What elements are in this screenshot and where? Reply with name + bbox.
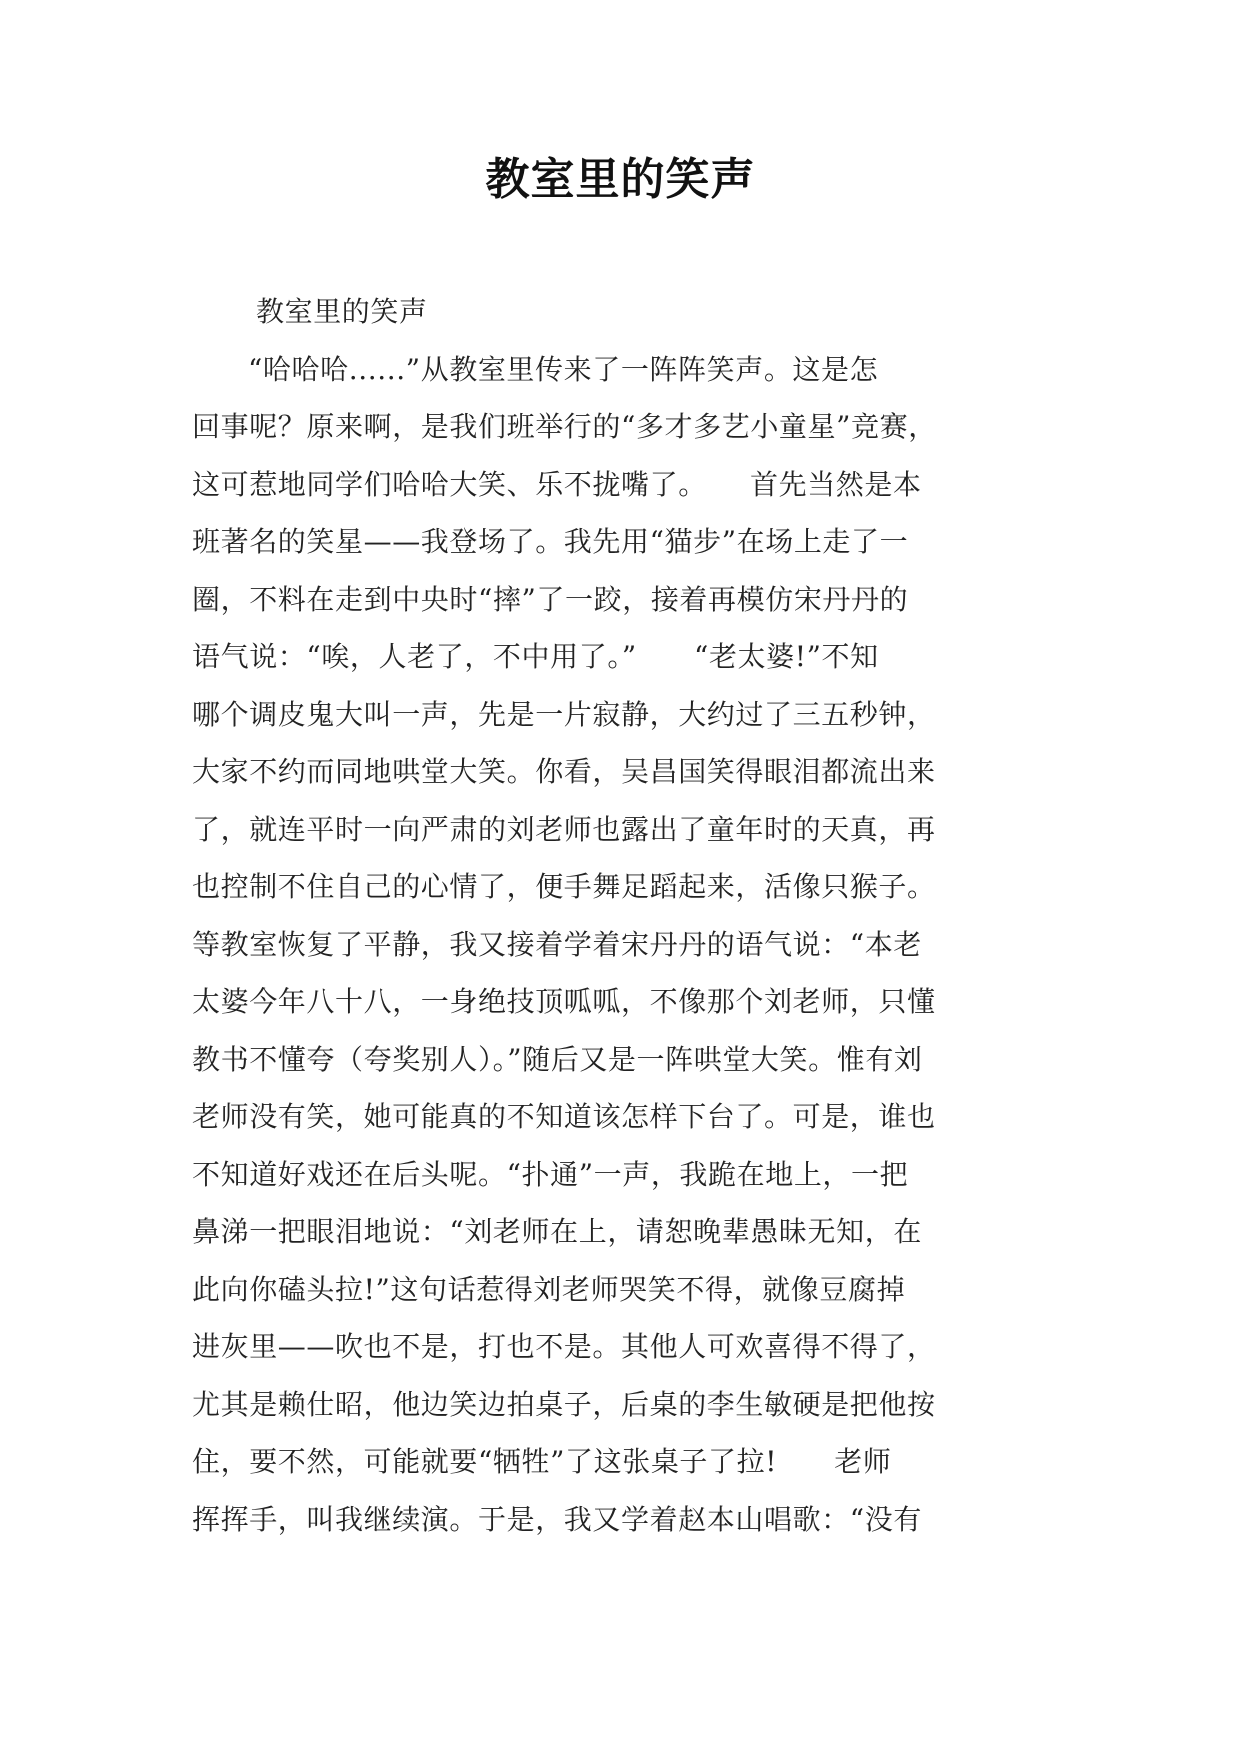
body-line: 回事呢？原来啊，是我们班举行的“多才多艺小童星”竞赛， <box>192 410 937 443</box>
body-line: 此向你磕头拉!”这句话惹得刘老师哭笑不得，就像豆腐掉 <box>192 1272 906 1306</box>
body-line: 老师没有笑，她可能真的不知道该怎样下台了。可是，谁也 <box>192 1100 936 1133</box>
body-line-subtitle: 教室里的笑声 <box>256 295 428 328</box>
document-title: 教室里的笑声 <box>485 154 756 205</box>
body-line: 挥挥手，叫我继续演。于是，我又学着赵本山唱歌：“没有 <box>192 1502 922 1536</box>
body-line: 哪个调皮鬼大叫一声，先是一片寂静，大约过了三五秒钟， <box>192 697 936 731</box>
body-line: 教书不懂夸（夸奖别人）。”随后又是一阵哄堂大笑。惟有刘 <box>192 1042 923 1076</box>
body-line: 语气说：“唉，人老了，不中用了。” “老太婆!”不知 <box>192 640 879 673</box>
body-line: “哈哈哈......”从教室里传来了一阵阵笑声。这是怎 <box>248 352 879 386</box>
body-line: 了，就连平时一向严肃的刘老师也露出了童年时的天真，再 <box>192 812 936 846</box>
body-line: 班著名的笑星——我登场了。我先用“猫步”在场上走了一 <box>192 525 909 558</box>
body-line: 圈，不料在走到中央时“摔”了一跤，接着再模仿宋丹丹的 <box>192 582 909 616</box>
body-line: 这可惹地同学们哈哈大笑、乐不拢嘴了。 首先当然是本 <box>192 467 922 501</box>
body-line: 住，要不然，可能就要“牺牲”了这张桌子了拉! 老师 <box>192 1445 892 1478</box>
body-line: 不知道好戏还在后头呢。“扑通”一声，我跪在地上，一把 <box>192 1157 909 1191</box>
body-line: 尤其是赖仕昭，他边笑边拍桌子，后桌的李生敏硬是把他按 <box>192 1387 936 1421</box>
body-line: 也控制不住自己的心情了，便手舞足蹈起来，活像只猴子。 <box>192 870 936 903</box>
body-line: 大家不约而同地哄堂大笑。你看，吴昌国笑得眼泪都流出来 <box>192 755 936 788</box>
body-line: 等教室恢复了平静，我又接着学着宋丹丹的语气说：“本老 <box>192 927 922 961</box>
body-line: 进灰里——吹也不是，打也不是。其他人可欢喜得不得了， <box>192 1330 936 1363</box>
body-line: 太婆今年八十八，一身绝技顶呱呱，不像那个刘老师，只懂 <box>192 985 936 1018</box>
document-body <box>192 283 1050 1548</box>
body-line: 鼻涕一把眼泪地说：“刘老师在上，请恕晚辈愚昧无知，在 <box>192 1215 922 1248</box>
